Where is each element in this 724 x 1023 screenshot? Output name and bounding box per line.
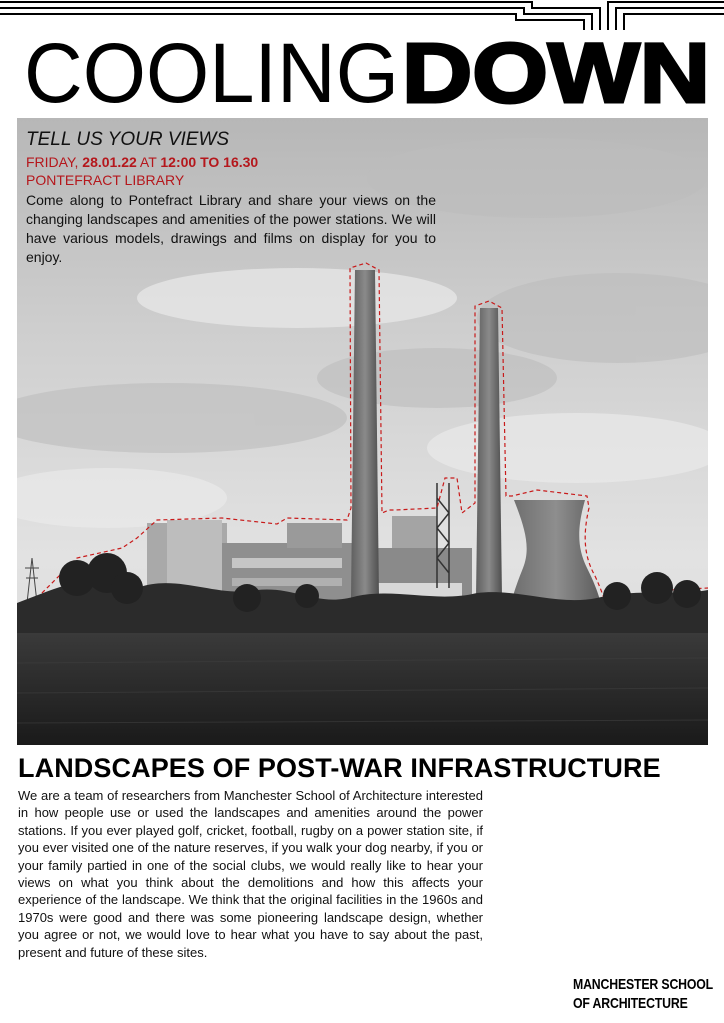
- event-location: PONTEFRACT LIBRARY: [26, 172, 185, 188]
- school-logo: [573, 975, 714, 1013]
- event-heading: TELL US YOUR VIEWS: [26, 129, 230, 150]
- event-date: 28.01.22: [82, 154, 137, 170]
- event-description: Come along to Pontefract Library and share your views on the changing landscapes and amenities of the power stations. We will have various models, drawings and films on display for you to enjoy.: [26, 192, 436, 265]
- poster-title: [22, 30, 712, 112]
- body-paragraph: We are a team of researchers from Manchester School of Architecture interested in how people use or used the landscapes and amenities around the power stations. If you ever played golf, cricket, football, rugby on a power station site, if you ever visited one of the nature reserves, if you walk your dog nearby, if you or your family partied in one of the social clubs, we would really like to hear your views on what you think about the demolitions and how this affects your experience of the landscape. We think that the original facilities in the 1960s and 1970s were good and there was some pioneering landscape design, whether you agree or not, we would love to hear what you have to say about the past, present and future of these sites.: [18, 788, 483, 960]
- title-part-cooling: COOLING: [24, 30, 399, 112]
- event-day: FRIDAY,: [26, 154, 83, 170]
- event-info: [26, 129, 436, 267]
- event-at: AT: [136, 154, 161, 170]
- event-time: 12:00 TO 16.30: [160, 154, 259, 170]
- title-part-down: DOWN: [402, 30, 710, 112]
- logo-line-1: MANCHESTER SCHOOL: [573, 976, 714, 993]
- logo-line-2: OF ARCHITECTURE: [573, 995, 688, 1012]
- section-heading: LANDSCAPES OF POST-WAR INFRASTRUCTURE: [18, 753, 661, 783]
- event-date-time: [26, 153, 436, 171]
